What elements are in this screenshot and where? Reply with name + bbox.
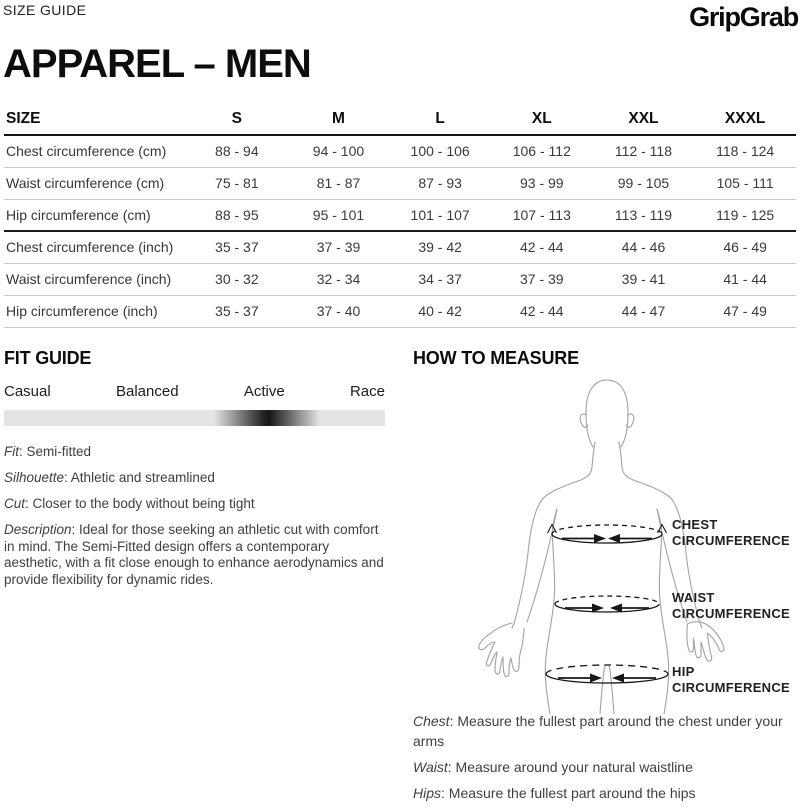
cell: 118 - 124 xyxy=(716,143,775,160)
cell: 39 - 41 xyxy=(621,271,666,287)
hip-measure-ellipse xyxy=(546,665,668,683)
chest-label-line1: CHEST xyxy=(672,517,718,532)
cell: 88 - 94 xyxy=(215,143,259,160)
cell: 37 - 39 xyxy=(316,239,361,256)
page-label: SIZE GUIDE xyxy=(3,2,87,18)
scale-label-active: Active xyxy=(243,383,285,400)
cell: 101 - 107 xyxy=(410,206,470,223)
fit-scale-labels xyxy=(4,383,385,400)
cell: 81 - 87 xyxy=(316,175,361,191)
hips-text: : Measure the fullest part around the hips xyxy=(441,784,696,801)
cell: 112 - 118 xyxy=(614,143,672,160)
row-label: Hip circumference (cm) xyxy=(6,206,151,223)
table-row xyxy=(4,231,796,263)
waist-instruction xyxy=(413,758,788,778)
description-term: Description xyxy=(4,522,72,537)
scale-label-race: Race xyxy=(349,383,385,400)
table-row xyxy=(4,135,796,167)
cell: 32 - 34 xyxy=(316,271,361,287)
table-row xyxy=(4,199,796,231)
silhouette-term: Silhouette xyxy=(4,470,65,485)
table-row xyxy=(4,263,796,295)
cut-term: Cut xyxy=(4,496,26,511)
hip-circumference-label xyxy=(672,664,800,695)
waist-label-line1: WAIST xyxy=(672,590,715,605)
scale-label-balanced: Balanced xyxy=(115,383,179,400)
column-header-l: L xyxy=(435,110,445,127)
cell: 37 - 39 xyxy=(520,271,564,287)
cell: 88 - 95 xyxy=(215,206,259,223)
cell: 113 - 119 xyxy=(614,206,672,223)
fit-guide-heading: FIT GUIDE xyxy=(4,348,92,368)
page-title: APPAREL – MEN xyxy=(3,42,311,86)
fit-term: Fit xyxy=(4,444,19,459)
cell: 99 - 105 xyxy=(617,175,670,191)
table-row xyxy=(4,295,796,327)
row-label: Chest circumference (cm) xyxy=(6,143,167,160)
column-header-xl: XL xyxy=(531,110,552,127)
cell: 37 - 40 xyxy=(316,303,361,319)
cell: 30 - 32 xyxy=(215,271,259,287)
description-line xyxy=(4,522,390,588)
row-label: Chest circumference (inch) xyxy=(6,239,174,256)
hip-label-line2: CIRCUMFERENCE xyxy=(672,679,791,695)
column-header-s: S xyxy=(231,110,242,127)
brand-logo: GripGrab xyxy=(689,2,798,32)
chest-instruction xyxy=(413,712,788,751)
fit-text: : Semi-fitted xyxy=(19,444,92,459)
cell: 34 - 37 xyxy=(418,271,462,287)
chest-term: Chest xyxy=(413,713,450,729)
cut-text: : Closer to the body without being tight xyxy=(25,496,255,511)
cell: 41 - 44 xyxy=(723,271,767,287)
silhouette-line xyxy=(4,470,390,487)
cell: 119 - 125 xyxy=(716,206,775,223)
silhouette-text: : Athletic and streamlined xyxy=(64,470,215,485)
waist-text: : Measure around your natural waistline xyxy=(447,758,693,775)
fit-scale-bar xyxy=(4,410,385,426)
hips-instruction xyxy=(413,784,788,804)
waist-circumference-label xyxy=(672,590,800,621)
waist-label-line2: CIRCUMFERENCE xyxy=(672,605,791,621)
size-table xyxy=(4,104,796,328)
cell: 35 - 37 xyxy=(215,303,259,319)
waist-measure-ellipse xyxy=(555,596,659,613)
table-header-row xyxy=(4,104,796,135)
cell: 95 - 101 xyxy=(312,206,365,223)
size-table-section xyxy=(4,104,796,328)
cell: 94 - 100 xyxy=(312,143,365,160)
cell: 87 - 93 xyxy=(418,175,462,191)
waist-term: Waist xyxy=(413,758,448,775)
cell: 44 - 47 xyxy=(621,303,666,319)
measure-instructions xyxy=(413,712,788,810)
chest-measure-ellipse xyxy=(548,525,667,544)
cell: 46 - 49 xyxy=(723,239,767,256)
column-header-m: M xyxy=(332,110,345,127)
cell: 47 - 49 xyxy=(723,303,767,319)
hip-label-line1: HIP xyxy=(672,664,695,679)
chest-text: : Measure the fullest part around the chest under your arms xyxy=(413,713,783,749)
cell: 100 - 106 xyxy=(410,143,470,160)
cut-line xyxy=(4,496,390,513)
cell: 44 - 46 xyxy=(621,239,666,256)
cell: 39 - 42 xyxy=(418,239,462,256)
description-text: : Ideal for those seeking an athletic cut with comfort in mind. The Semi-Fitted design offers a contemporary aesthetic, with a fit close enough to enhance aerodynamics and provide flexibility for dynamic rides. xyxy=(4,522,384,587)
column-header-size: SIZE xyxy=(6,110,41,127)
cell: 107 - 113 xyxy=(512,206,571,223)
scale-label-casual: Casual xyxy=(4,383,51,400)
column-header-xxl: XXL xyxy=(628,110,659,127)
cell: 75 - 81 xyxy=(215,175,259,191)
cell: 42 - 44 xyxy=(520,303,564,319)
fit-scale-marker xyxy=(214,410,320,426)
row-label: Waist circumference (cm) xyxy=(6,175,165,191)
cell: 40 - 42 xyxy=(418,303,462,319)
row-label: Waist circumference (inch) xyxy=(6,271,172,287)
chest-label-line2: CIRCUMFERENCE xyxy=(672,532,791,548)
how-to-measure-heading: HOW TO MEASURE xyxy=(413,348,579,368)
cell: 93 - 99 xyxy=(520,175,564,191)
cell: 106 - 112 xyxy=(512,143,571,160)
table-row xyxy=(4,167,796,199)
fit-line xyxy=(4,444,390,461)
cell: 35 - 37 xyxy=(215,239,259,256)
row-label: Hip circumference (inch) xyxy=(6,303,158,319)
fit-details xyxy=(4,444,390,598)
cell: 105 - 111 xyxy=(716,175,774,191)
chest-circumference-label xyxy=(672,517,800,548)
column-header-xxxl: XXXL xyxy=(724,110,766,127)
hips-term: Hips xyxy=(413,784,442,801)
cell: 42 - 44 xyxy=(520,239,564,256)
